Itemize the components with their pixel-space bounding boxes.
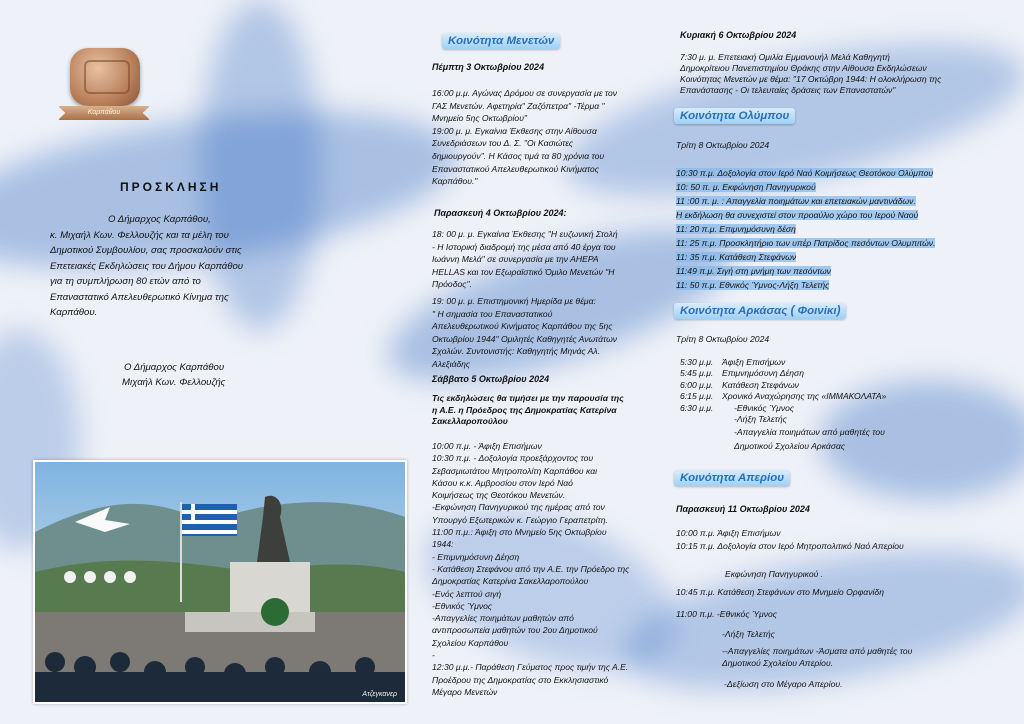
text-line: Σεβασμιωτάτου Μητροπολίτη Καρπάθου και <box>432 465 598 476</box>
aperi-speech: Εκφώνηση Πανηγυρικού . <box>725 569 824 579</box>
text-line: -Ενός λεπτού σιγή <box>432 588 502 599</box>
highlighted-text: 11: 50 π.μ. Εθνικός Ύμνος-Λήξη Τελετής <box>676 280 830 290</box>
schedule-row <box>680 380 980 391</box>
aperi-end: -Λήξη Τελετής <box>722 629 775 639</box>
invitation-line: κ. Μιχαήλ Κων. Φελλουζής και τα μέλη του <box>50 229 229 241</box>
text-line: 11:00 π.μ.: Άφιξη στο Μνημείο 5ης Οκτωβρίου <box>432 527 607 538</box>
text-line: 12:30 μ.μ.- Παράθεση Γεύματος προς τιμήν της Α.Ε. <box>432 662 629 673</box>
bronze-medal-emblem <box>70 48 140 106</box>
highlighted-text: 11 :00 π. μ. : Απαγγελία ποιημάτων και επετειακών μαντινάδων. <box>676 196 916 206</box>
text-line: Καρπάθου." <box>432 176 478 187</box>
text-line: Δημοκρίτειου Πανεπιστημίου Θράκης στην Αίθουσα Εκδηλώσεων <box>680 63 927 73</box>
text-line: 19: 00 μ. μ. Επιστημονική Ημερίδα με θέμα: <box>432 296 596 306</box>
invitation-line: Δημοτικού Συμβουλίου, σας προσκαλούν στις <box>50 245 242 256</box>
section-title-arkasa: Κοινότητα Αρκάσας ( Φοινίκι) <box>674 303 846 319</box>
text-line <box>676 194 1006 208</box>
text-line <box>676 278 1006 292</box>
menetes-saturday-block <box>432 440 668 698</box>
text-line: 19:00 μ. μ. Εγκαίνια Έκθεσης στην Αίθουσα <box>432 125 597 136</box>
invitation-line: για τη συμπλήρωση 80 ετών από το <box>50 276 201 287</box>
text-line: δημιουργούν". Η Κάσος τιμά τα 80 χρόνια του <box>432 150 605 161</box>
schedule-text: Χρονικό Αναχώρησης της «ΙΜΜΑΚΟΛΑΤΑ» <box>722 391 887 402</box>
arkasa-schedule <box>680 357 980 452</box>
aperi-block-1 <box>676 527 1006 552</box>
text-line <box>676 222 1006 236</box>
schedule-row <box>680 403 980 414</box>
text-line <box>676 208 1006 222</box>
artist-signature: Ατζεγκανερ <box>362 691 397 698</box>
text-line: Αλεξιάδης <box>432 358 471 369</box>
highlighted-text: 10: 50 π. μ. Εκφώνηση Πανηγυρικού <box>676 182 816 192</box>
text-line: Μέγαρο Μενετών <box>432 686 498 697</box>
highlighted-text: 11: 20 π.μ. Επιμνημόσυνη δέση <box>676 224 796 234</box>
text-line: Σχολείου Καρπάθου <box>432 637 509 648</box>
schedule-time: 5:45 μ.μ. <box>680 368 714 379</box>
memorial-painting-illustration <box>35 462 405 702</box>
text-line: 10:30 π.μ. - Δοξολογία προεξάρχοντος του <box>432 453 594 464</box>
text-line: Επανάστασης - Οι τελευταίες δράσεις των Επαναστατών" <box>680 85 896 95</box>
section-title-menetes: Κοινότητα Μενετών <box>442 33 560 49</box>
schedule-time <box>680 414 722 425</box>
text-line: Κάσου κ.κ. Αμβροσίου στον Ιερό Ναό <box>432 477 573 488</box>
invitation-line: Επετειακές Εκδηλώσεις του Δήμου Καρπάθου <box>50 260 244 272</box>
text-line: Δημοτικού Σχολείου Απερίου. <box>722 658 834 668</box>
invitation-title: ΠΡΟΣΚΛΗΣΗ <box>120 180 222 194</box>
olympos-date: Τρίτη 8 Οκτωβρίου 2024 <box>676 140 770 150</box>
text-line: Σακελλαροπούλου <box>432 416 508 426</box>
text-line: Επαναστατικού Απελευθερωτικού Κινήματος <box>432 163 599 174</box>
schedule-text: -Λήξη Τελετής <box>734 414 787 425</box>
text-line: 10:15 π.μ. Δοξολογία στον Ιερό Μητροπολιτικό Ναό Απερίου <box>676 540 904 551</box>
schedule-time: 6:15 μ.μ. <box>680 391 714 402</box>
menetes-friday-date: Παρασκευή 4 Οκτωβρίου 2024: <box>434 208 567 218</box>
schedule-time <box>680 427 722 438</box>
section-title-aperi: Κοινότητα Απερίου <box>674 470 790 486</box>
schedule-time: 6:00 μ.μ. <box>680 379 714 390</box>
schedule-time <box>680 441 722 452</box>
signature-name: Μιχαήλ Κων. Φελλουζής <box>122 377 226 388</box>
text-line <box>676 166 1006 180</box>
text-line: Πρόοδος". <box>432 279 472 290</box>
text-line: Υπουργό Εξωτερικών κ. Γεώργιο Γεραπετρίτη. <box>432 514 608 525</box>
arkasa-date: Τρίτη 8 Οκτωβρίου 2024 <box>676 334 770 344</box>
text-line: - Η Ιστορική διαδρομή της μέσα από 40 έργα του <box>432 241 616 252</box>
schedule-text: Άφιξη Επισήμων <box>722 357 786 367</box>
text-line: Δημοκρατίας Κατερίνα Σακελλαροπούλου <box>432 576 589 587</box>
sunday-date: Κυριακή 6 Οκτωβρίου 2024 <box>680 30 797 40</box>
schedule-text: -Εθνικός Ύμνος <box>734 402 795 413</box>
text-line: Οκτωβρίου 1944" Ομιλητές Καθηγητές Ανωτάτων <box>432 333 618 344</box>
text-line: - Κατάθεση Στεφάνου από την Α.Ε. την Πρόεδρο της <box>432 563 630 574</box>
menetes-friday-block-1 <box>432 228 662 291</box>
menetes-saturday-date: Σάββατο 5 Οκτωβρίου 2024 <box>432 374 550 384</box>
invitation-line: Ο Δήμαρχος Καρπάθου, <box>108 214 211 225</box>
schedule-row <box>680 391 980 402</box>
text-line: 10:00 π.μ. Άφιξη Επισήμων <box>676 528 781 538</box>
text-line <box>676 264 1006 278</box>
schedule-text: Κατάθεση Στεφάνων <box>722 379 799 390</box>
text-line <box>676 180 1006 194</box>
menetes-thursday-block <box>432 87 662 188</box>
text-line: Τις εκδηλώσεις θα τιμήσει με την παρουσία της <box>432 393 624 403</box>
schedule-text: Δημοτικού Σχολείου Αρκάσας <box>734 440 846 451</box>
text-line: 7:30 μ. μ. Επετειακή Ομιλία Εμμανουήλ Μελά Καθηγητή <box>680 52 890 62</box>
emblem-ribbon-text: Καρπάθου <box>87 109 121 116</box>
highlighted-text: Η εκδήλωση θα συνεχιστεί στον προαύλιο χώρο του Ιερού Ναού <box>676 210 919 220</box>
aperi-reception: -Δεξίωση στο Μέγαρο Απερίου. <box>724 679 843 689</box>
sunday-block <box>680 52 1010 96</box>
menetes-saturday-note <box>432 393 664 428</box>
memorial-painting <box>33 460 407 704</box>
section-title-olympos: Κοινότητα Ολύμπου <box>674 108 795 124</box>
schedule-row <box>680 414 980 425</box>
text-line: 1944: <box>432 539 454 550</box>
olympos-block <box>676 166 1006 292</box>
schedule-text: -Απαγγελία ποιημάτων από μαθητές του <box>734 427 885 438</box>
aperi-anthem: 11:00 π.μ. -Εθνικός Ύμνος <box>676 609 777 619</box>
aperi-date: Παρασκευή 11 Οκτωβρίου 2024 <box>676 504 810 514</box>
signature-title: Ο Δήμαρχος Καρπάθου <box>124 362 225 373</box>
text-line: Κοινότητας Μενετών με θέμα: "17 Οκτώβρη 1944: Η ολοκλήρωση της <box>680 74 942 84</box>
aperi-poems <box>722 645 1002 669</box>
schedule-row <box>680 427 980 438</box>
schedule-time: 5:30 μ.μ. <box>680 357 714 367</box>
text-line: --Απαγγελίες ποιημάτων -Άσματα από μαθητές του <box>722 646 913 656</box>
invitation-line: Επαναστατικό Απελευθερωτικό Κίνημα της <box>50 291 229 303</box>
text-line: Συνεδριάσεων του Δ. Σ. "Οι Κασιώτες <box>432 138 574 149</box>
text-line: η Α.Ε. η Πρόεδρος της Δημοκρατίας Κατερίνα <box>432 404 617 415</box>
text-line: -Απαγγελίες ποιημάτων μαθητών από <box>432 613 574 624</box>
schedule-row <box>680 441 980 452</box>
text-line <box>676 236 1006 250</box>
highlighted-text: 11:49 π.μ. Σιγή στη μνήμη των πεσόντων <box>676 266 831 276</box>
text-line: - <box>432 650 435 661</box>
invitation-line: Καρπάθου. <box>50 307 98 318</box>
text-line: " Η σημασία του Επαναστατικού <box>432 308 553 319</box>
highlighted-text: 11: 25 π.μ. Προσκλητήριο των υπέρ Πατρίδος πεσόντων Ολυμπιτών. <box>676 238 936 248</box>
text-line: Μνημείο 5ης Οκτωβρίου" <box>432 113 527 124</box>
highlighted-text: 10:30 π.μ. Δοξολογία στον Ιερό Ναό Κοιμήσεως Θεοτόκου Ολύμπου <box>676 168 934 178</box>
invitation-body <box>50 212 290 321</box>
text-line: ΓΑΣ Μενετών. Αφετηρία" Ζαζόπετρα" -Τέρμα " <box>432 100 605 111</box>
text-line: HELLAS και τον Εξωραϊστικό Όμιλο Μενετών "Η <box>432 266 615 277</box>
text-line <box>676 250 1006 264</box>
aperi-wreath: 10:45 π.μ. Κατάθεση Στεφάνων στο Μνημείο Ορφανίδη <box>676 587 884 597</box>
menetes-thursday-date: Πέμπτη 3 Οκτωβρίου 2024 <box>432 62 545 72</box>
schedule-row <box>680 357 980 368</box>
text-line: Απελευθερωτικού Κινήματος Καρπάθου της 5ης <box>432 321 613 332</box>
text-line: 16:00 μ.μ. Αγώνας Δρόμου σε συνεργασία με τον <box>432 88 618 98</box>
text-line: -Εθνικός Ύμνος <box>432 600 493 611</box>
text-line: Ιωάννη Μελά" σε συνεργασία με την ΑΗΕΡΑ <box>432 254 599 265</box>
menetes-friday-block-2 <box>432 295 662 371</box>
text-line: 10:00 π.μ. - Άφιξη Επισήμων <box>432 441 542 451</box>
schedule-time: 6:30 μ.μ. <box>680 402 714 413</box>
text-line: Προέδρου της Δημοκρατίας στο Εκκλησιαστικό <box>432 674 609 685</box>
text-line: αντιπροσωπεία μαθητών του 2ου Δημοτικού <box>432 625 598 636</box>
text-line: Σχολών. Συντονιστής: Καθηγητής Μηνάς Αλ. <box>432 346 601 357</box>
text-line: - Επιμνημόσυνη Δέηση <box>432 551 520 562</box>
highlighted-text: 11: 35 π.μ. Κατάθεση Στεφάνων <box>676 252 797 262</box>
text-line: Κοιμήσεως της Θεοτόκου Μενετών. <box>432 490 566 501</box>
text-line: 18: 00 μ. μ. Εγκαίνια Έκθεσης "Η ευζωνική Στολή <box>432 229 618 239</box>
text-line: -Εκφώνηση Πανηγυρικού της ημέρας από τον <box>432 502 605 513</box>
schedule-row <box>680 368 980 379</box>
schedule-text: Επιμνημόσυνη Δέηση <box>722 368 804 379</box>
